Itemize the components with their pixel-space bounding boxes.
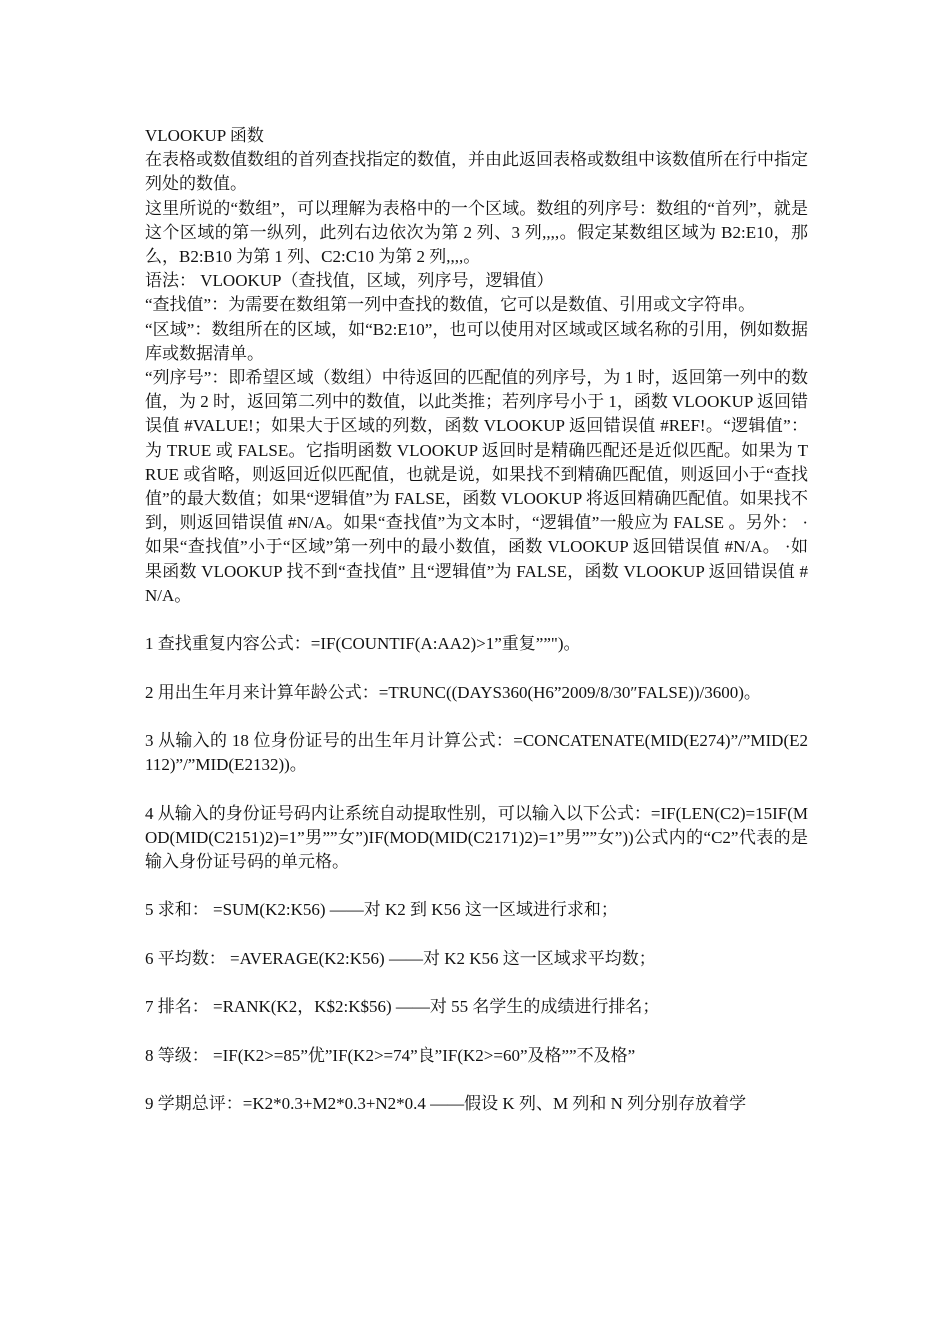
formula-paragraph: 2 用出生年月来计算年龄公式：=TRUNC((DAYS360(H6”2009/8/30″FALSE))/3600)。: [145, 682, 761, 702]
doc-title: VLOOKUP 函数: [145, 126, 264, 145]
formula-paragraph: 5 求和： =SUM(K2:K56) ——对 K2 到 K56 这一区域进行求和；: [145, 900, 618, 920]
formula-paragraph: 9 学期总评：=K2*0.3+M2*0.3+N2*0.4 ——假设 K 列、M 列和 N 列分别存放着学: [145, 1093, 747, 1113]
formula-paragraph: 4 从输入的身份证号码内让系统自动提取性别，可以输入以下公式：=IF(LEN(C2)=15IF(MOD(MID(C2151)2)=1”男””女”)IF(MOD(MID(C2171)2)=1”男””女”))公式内的“C2”代表的是输入身份证号码的单元格。: [145, 803, 808, 872]
intro-paragraph: “列序号”：即希望区域（数组）中待返回的匹配值的列序号，为 1 时，返回第一列中的数值，为 2 时，返回第二列中的数值，以此类推；若列序号小于 1，函数 VLOOKUP 返回错误值 #VALUE!；如果大于区域的列数，函数 VLOOKUP 返回错误值 #REF!。“逻辑值”：为 TRUE 或 FALSE。它指明函数 VLOOKUP 返回时是精确匹配还是近似匹配。如果为 TRUE 或省略，则返回近似匹配值，也就是说，如果找不到精确匹配值，则返回小于“查找值”的最大数值；如果“逻辑值”为 FALSE，函数 VLOOKUP 将返回精确匹配值。如果找不到，则返回错误值 #N/A。如果“查找值”为文本时，“逻辑值”一般应为 FALSE 。另外： ·如果“查找值”小于“区域”第一列中的最小数值，函数 VLOOKUP 返回错误值 #N/A。 ·如果函数 VLOOKUP 找不到“查找值” 且“逻辑值”为 FALSE，函数 VLOOKUP 返回错误值 #N/A。: [145, 368, 808, 605]
formula-paragraph: 6 平均数： =AVERAGE(K2:K56) ——对 K2 K56 这一区域求平均数；: [145, 948, 656, 968]
formula-paragraph: 7 排名： =RANK(K2，K$2:K$56) ——对 55 名学生的成绩进行排名；: [145, 997, 660, 1017]
intro-paragraph: “查找值”：为需要在数组第一列中查找的数值，它可以是数值、引用或文字符串。: [145, 295, 756, 315]
intro-paragraph: 在表格或数值数组的首列查找指定的数值，并由此返回表格或数组中该数值所在行中指定列处的数值。: [145, 150, 808, 194]
formula-paragraph: 8 等级： =IF(K2>=85”优”IF(K2>=74”良”IF(K2>=60”及格””不及格”: [145, 1045, 636, 1065]
syntax-line: 语法： VLOOKUP（查找值，区域，列序号，逻辑值）: [145, 271, 554, 291]
intro-paragraph: “区域”：数组所在的区域，如“B2:E10”，也可以使用对区域或区域名称的引用，例如数据库或数据清单。: [145, 319, 808, 363]
document-page: [145, 124, 808, 1116]
intro-paragraph: 这里所说的“数组”，可以理解为表格中的一个区域。数组的列序号：数组的“首列”，就是这个区域的第一纵列，此列右边依次为第 2 列、3 列,,,,。假定某数组区域为 B2:E10，那么，B2:B10 为第 1 列、C2:C10 为第 2 列,,,,。: [145, 198, 808, 267]
formula-paragraph: 3 从输入的 18 位身份证号的出生年月计算公式：=CONCATENATE(MID(E274)”/”MID(E2112)”/”MID(E2132))。: [145, 731, 808, 775]
formula-paragraph: 1 查找重复内容公式：=IF(COUNTIF(A:AA2)>1”重复””")。: [145, 634, 581, 654]
